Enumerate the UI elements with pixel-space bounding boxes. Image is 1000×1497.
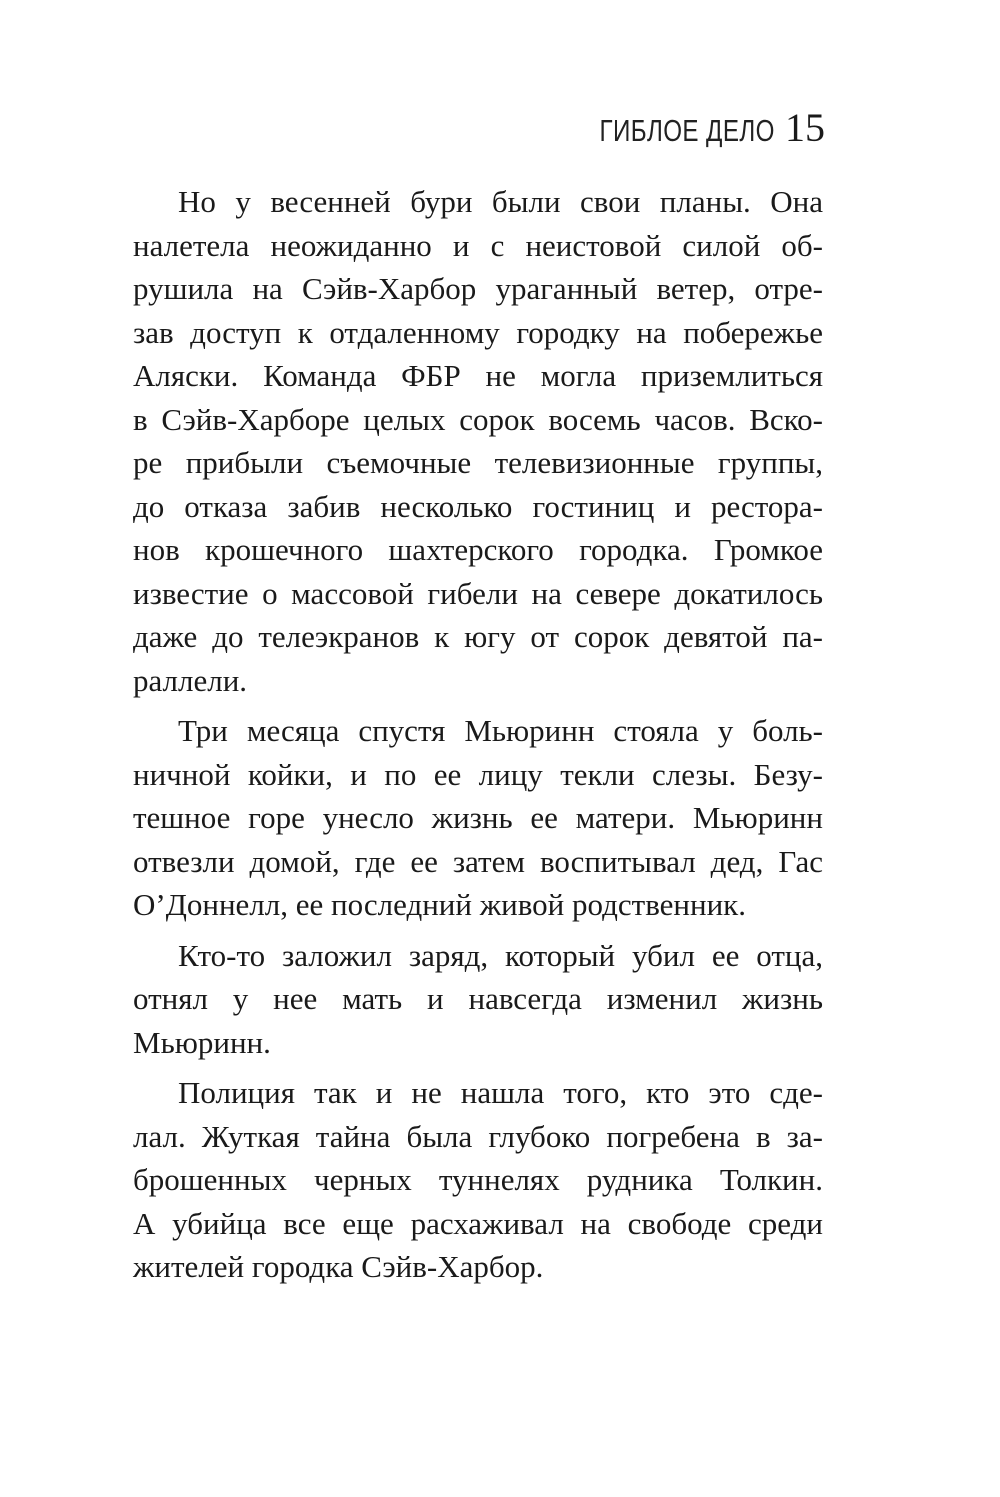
text-line: рушила на Сэйв-Харбор ураганный ветер, отре- — [133, 271, 823, 306]
body-text — [133, 180, 823, 1296]
running-head-title: ГИБЛОЕ ДЕЛО — [599, 113, 775, 148]
paragraph-4 — [133, 1071, 823, 1289]
text-line: налетела неожиданно и с неистовой силой об- — [133, 227, 823, 263]
paragraph-2 — [133, 709, 823, 927]
text-line: нов крошечного шахтерского городка. Громкое — [133, 532, 823, 567]
text-line: О’Доннелл, ее последний живой родственник. — [133, 887, 746, 922]
text-line: Мьюринн. — [133, 1024, 271, 1060]
text-line: лал. Жуткая тайна была глубоко погребена в за- — [133, 1118, 823, 1154]
page-number: 15 — [785, 105, 825, 150]
text-line: Но у весенней бури были свои планы. Она — [178, 184, 823, 219]
paragraph-1 — [133, 180, 823, 702]
text-line: известие о массовой гибели на севере докатилось — [133, 575, 823, 611]
text-line: Полиция так и не нашла того, кто это сде- — [178, 1075, 823, 1110]
text-line: зав доступ к отдаленному городку на побережье — [133, 314, 823, 350]
text-line: в Сэйв-Харборе целых сорок восемь часов. Вско- — [133, 401, 823, 437]
text-line: Три месяца спустя Мьюринн стояла у боль- — [178, 713, 823, 748]
paragraph-3 — [133, 934, 823, 1065]
text-line: Кто-то заложил заряд, который убил ее отца, — [178, 937, 823, 973]
text-line: отвезли домой, где ее затем воспитывал дед, Гас — [133, 843, 823, 879]
text-line: ничной койки, и по ее лицу текли слезы. Безу- — [133, 756, 823, 792]
text-line: до отказа забив несколько гостиниц и рестора- — [133, 488, 823, 524]
text-line: отнял у нее мать и навсегда изменил жизнь — [133, 981, 823, 1016]
text-line: тешное горе унесло жизнь ее матери. Мьюринн — [133, 800, 823, 835]
text-line: раллели. — [133, 662, 248, 698]
text-line: А убийца все еще расхаживал на свободе среди — [133, 1205, 823, 1241]
text-line: брошенных черных туннелях рудника Толкин. — [133, 1162, 823, 1197]
text-line: ре прибыли съемочные телевизионные группы, — [133, 445, 823, 480]
text-line: Аляски. Команда ФБР не могла приземлиться — [133, 358, 823, 393]
text-line: даже до телеэкранов к югу от сорок девятой па- — [133, 619, 823, 654]
text-line: жителей городка Сэйв-Харбор. — [133, 1249, 544, 1284]
running-header — [550, 104, 825, 160]
